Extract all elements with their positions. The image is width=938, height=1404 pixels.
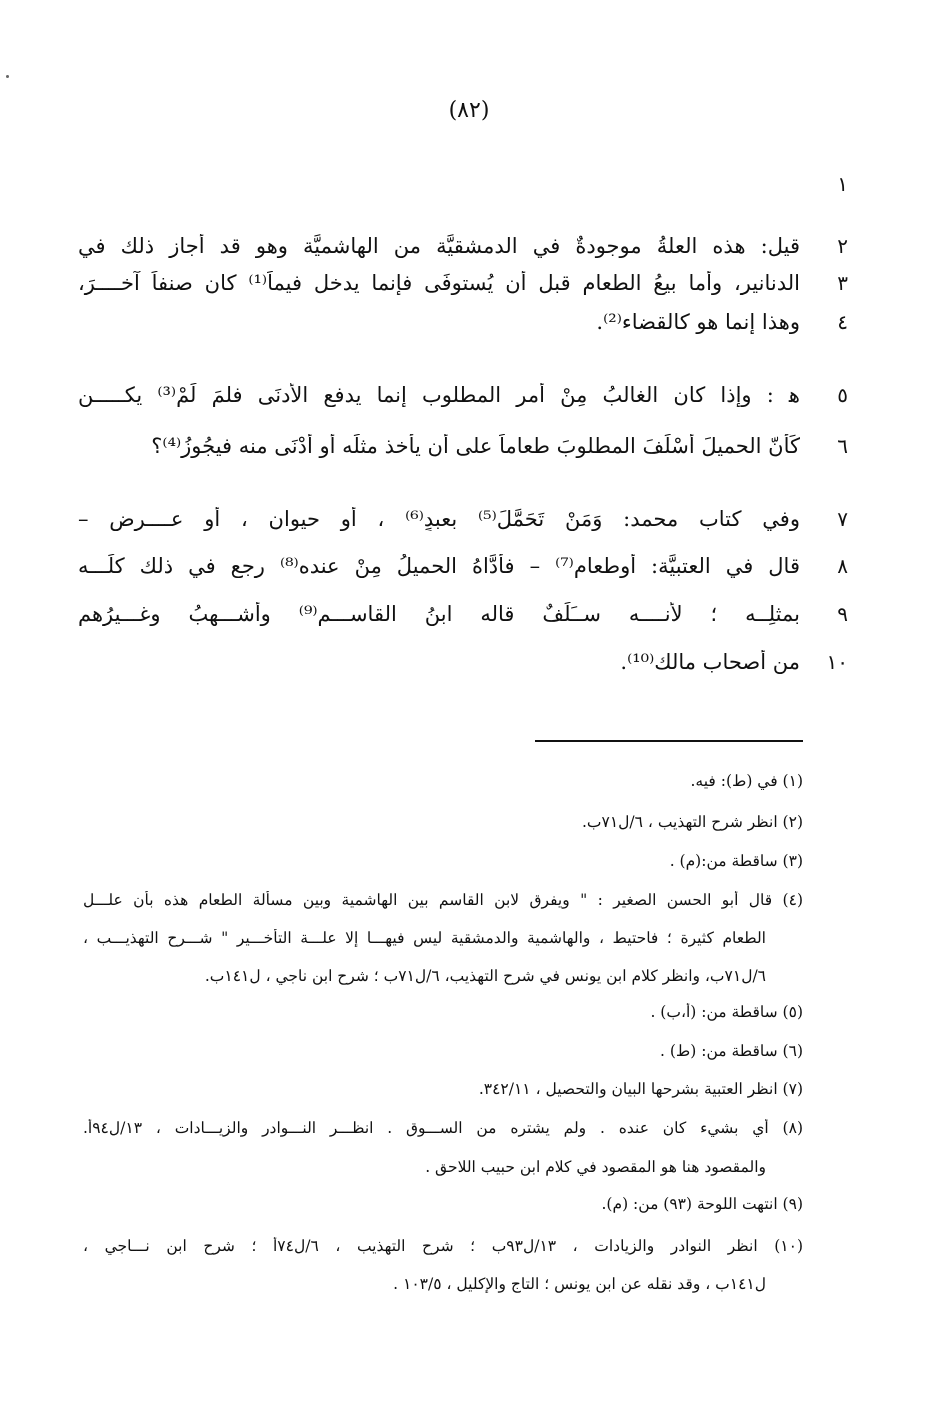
- footnote-separator: [535, 740, 803, 742]
- line-text: قال في العتبيَّة: أوطعام⁽⁷⁾ – فأدَّاهُ الحميلُ مِنْ عنده⁽⁸⁾ رجع في ذلك كلِّـــه: [78, 554, 800, 578]
- text-line: [78, 375, 848, 415]
- footnote-continuation: الطعام كثيرة ؛ فاحتيط ، والهاشمية والدمشقية ليس فيهـــا إلا علـــة التأخـــير " شـــرح التهذيـــب ،: [83, 929, 766, 947]
- text-line: [78, 499, 848, 539]
- line-text: بمثلِــه ؛ لأنــــه ســَلَفٌ قاله ابنُ القاســـم⁽⁹⁾ وأشـــهبُ وغـــيرُهم: [78, 602, 800, 626]
- footnote: (٤) قال أبو الحسن الصغير : " ويفرق لابن القاسم بين الهاشمية وبين مسألة الطعام هذه بأن علـــل: [83, 891, 803, 909]
- footnote-continuation: ٦/ل٧١ب، وانظر كلام ابن يونس في شرح التهذيب، ٦/ل٧١ب ؛ شرح ابن ناجي ، ل١٤١ب.: [204, 967, 766, 985]
- line-number: ١٠: [826, 650, 848, 674]
- footnote-continuation: ل١٤١ب ، وقد نقله عن ابن يونس ؛ التاج والإكليل ، ١٠٣/٥ .: [393, 1275, 766, 1293]
- footnote: (٦) ساقطة من: (ط) .: [660, 1042, 803, 1060]
- footnote: (٩) انتهت اللوحة (٩٣) من: (م).: [601, 1195, 803, 1213]
- line-number: ٦: [837, 434, 848, 458]
- line-text: وهذا إنما هو كالقضاء⁽²⁾.: [596, 310, 800, 334]
- footnote: (١٠) انظر النوادر والزيادات ، ١٣/ل٩٣ب ؛ شرح التهذيب ، ٦/ل٧٤أ ؛ شرح ابن نـــاجي ،: [83, 1237, 803, 1255]
- text-line: [78, 546, 848, 586]
- text-line: [78, 164, 848, 204]
- text-line: [78, 263, 848, 303]
- line-number: ١: [837, 172, 848, 196]
- text-line: [78, 642, 848, 682]
- footnote: (٢) انظر شرح التهذيب ، ٦/ل٧١ب.: [581, 813, 803, 831]
- text-line: [78, 302, 848, 342]
- line-text: من أصحاب مالك⁽¹⁰⁾.: [620, 650, 800, 674]
- line-number: ٩: [837, 602, 848, 626]
- line-text: الدنانيرِ، وأما بيعُ الطعام قبل أن يُستوفَى فإنما يدخل فيماً⁽¹⁾ كان صنفاً آخــــرَ،: [78, 271, 800, 295]
- line-text: وفي كتاب محمد: وَمَنْ تَحَمَّلَ⁽⁵⁾ بعبدٍ⁽⁶⁾ ، أو حيوان ، أو عــــرض –: [78, 507, 800, 531]
- footnote-continuation: والمقصود هنا هو المقصود في كلام ابن حبيب اللاحق .: [425, 1158, 766, 1176]
- page-number: (٨٢): [448, 98, 490, 123]
- text-line: [78, 226, 848, 266]
- scan-speck: [6, 75, 9, 78]
- footnote: (٧) انظر العتبية بشرحها البيان والتحصيل ، ٣٤٢/١١.: [478, 1080, 803, 1098]
- footnote: (٥) ساقطة من: (أ،ب) .: [650, 1003, 803, 1021]
- line-text: ﻫ : وإذا كان الغالبُ مِنْ أمر المطلوب إنما يدفع الأدنَى فلمَ لَمْ⁽³⁾ يكـــــن: [78, 383, 800, 407]
- line-number: ٧: [837, 507, 848, 531]
- line-text: كَأنّ الحميلَ أسْلَفَ المطلوبَ طعاماً على أن يأخذ مثلَه أو أدْنَى منه فيجُوزُ⁽⁴⁾؟: [151, 434, 800, 458]
- footnote: (٨) أي بشيء كان عنده . ولم يشتره من الســـوق . انظـــر النـــوادر والزيـــادات ، ١٣/ل٩٤أ.: [83, 1119, 803, 1137]
- line-number: ٣: [837, 271, 848, 295]
- line-text: قيل: هذه العلةُ موجودةٌ في الدمشقيَّة من الهاشميَّة وهو قد أجاز ذلك في: [78, 234, 800, 258]
- text-line: [78, 426, 848, 466]
- footnote: (١) في (ط): فيه.: [690, 772, 803, 790]
- line-number: ٨: [837, 554, 848, 578]
- line-number: ٤: [837, 310, 848, 334]
- text-line: [78, 594, 848, 634]
- line-number: ٥: [837, 383, 848, 407]
- footnote: (٣) ساقطة من:(م) .: [669, 852, 803, 870]
- line-number: ٢: [837, 234, 848, 258]
